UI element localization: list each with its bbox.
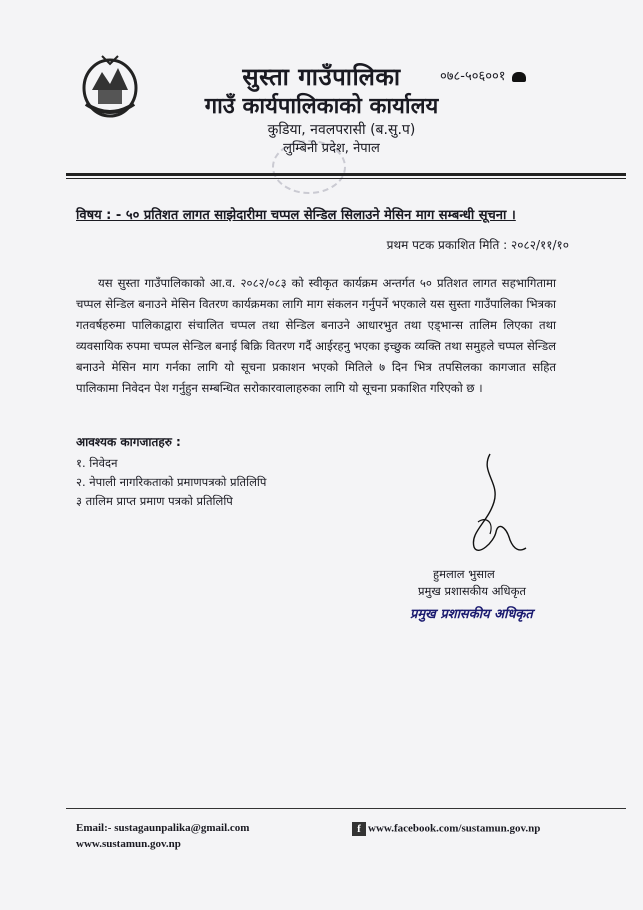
footer-divider [66,808,626,809]
footer-facebook-text: www.facebook.com/sustamun.gov.np [368,822,541,835]
notice-body [76,273,556,399]
signatory-title: प्रमुख प्रशासकीय अधिकृत [418,584,526,598]
list-item: ३ तालिम प्राप्त प्रमाण पत्रको प्रतिलिपि [76,494,233,508]
list-item: २. नेपाली नागरिकताको प्रमाणपत्रको प्रतिलिपि [76,475,267,489]
footer-email: Email:- sustagaunpalika@gmail.com [76,822,250,834]
facebook-icon: f [352,822,366,836]
signatory-name: हुमलाल भुसाल [433,567,495,581]
office-stamp [272,140,346,194]
footer-facebook [352,822,540,836]
signature [450,452,530,562]
documents-title: आवश्यक कागजातहरु : [76,435,181,449]
phone-number [440,66,526,84]
notice-body-text: यस सुस्ता गाउँपालिकाको आ.व. २०८२/०८३ को स्वीकृत कार्यक्रम अन्तर्गत ५० प्रतिशत लागत सहभागितामा चप्पल सेन्डिल बनाउने मेसिन वितरण कार्यक्रमका लागि माग संकलन गर्नुपर्ने भएकाले यस सुस्ता गाउँपालिका भित्रका गतवर्षहरुमा पालिकाद्वारा संचालित चप्पल तथा सेन्डिल बनाउने आधारभुत तथा एड्भान्स तालिम लिएका तथा व्यवसायिक रुपमा चप्पल सेन्डिल बनाई बिक्रि वितरण गर्दै आईरहनु भएका इच्छुक व्यक्ति तथा समुहले चप्पल सेन्डिल बनाउने मेसिन माग गर्नका लागि यो सूचना प्रकाशन भएको मितिले ७ दिन भित्र तपसिलका कागजात सहित पालिकामा निवेदन पेश गर्नुहुन सम्बन्धित सरोकारवालाहरुका लागि यो सूचना प्रकाशित गरिएको छ । [76,276,557,395]
office-title: सुस्ता गाउँपालिका [242,63,401,91]
signatory-stamp: प्रमुख प्रशासकीय अधिकृत [410,607,533,622]
address-line2: लुम्बिनी प्रदेश, नेपाल [283,141,380,156]
notice-subject: विषय : - ५० प्रतिशत लागत साझेदारीमा चप्पल सेन्डिल सिलाउने मेसिन माग सम्बन्धी सूचना । [76,208,516,223]
header-divider-thin [66,178,626,179]
telephone-icon [512,72,526,82]
header-divider-thick [66,173,626,176]
documents-list [76,454,266,511]
publish-date: प्रथम पटक प्रकाशित मिति : २०८२/११/१० [386,238,569,252]
footer-website: www.sustamun.gov.np [76,838,181,850]
office-subtitle: गाउँ कार्यपालिकाको कार्यालय [204,94,439,119]
list-item: १. निवेदन [76,456,118,470]
phone-text: ०७८-५०६००१ [440,69,506,84]
address-line1: कुडिया, नवलपरासी (ब.सु.प) [267,122,416,138]
